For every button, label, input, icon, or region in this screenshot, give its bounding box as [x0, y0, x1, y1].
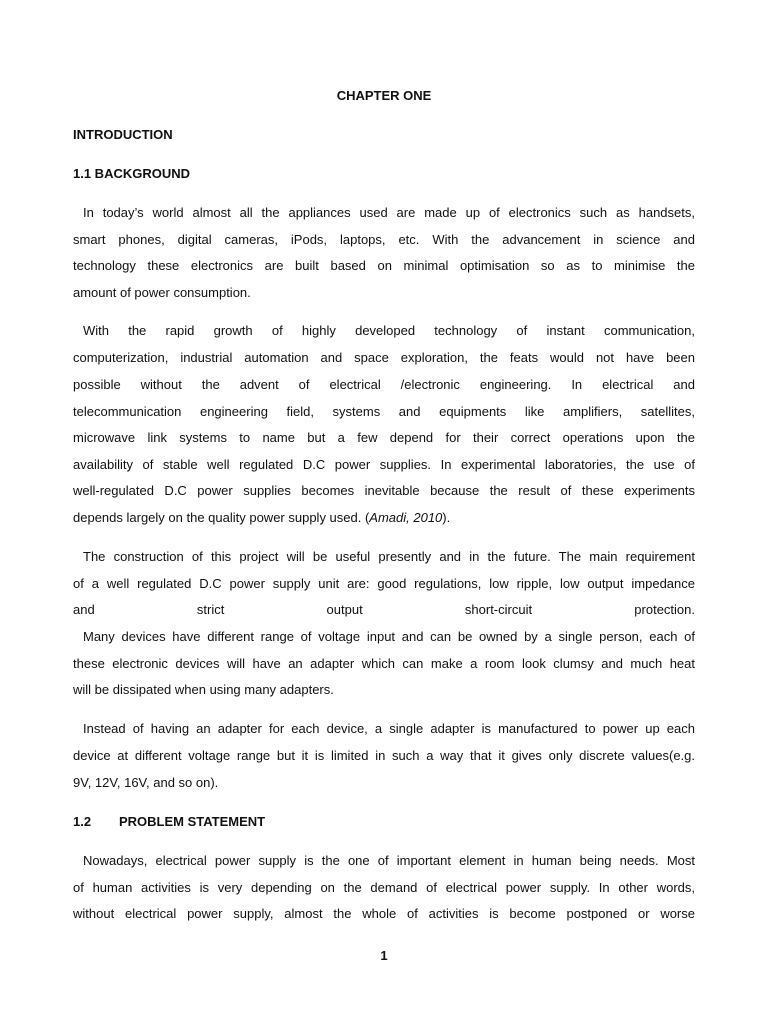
paragraph-line: microwave link systems to name but a few depend for their correct operations upon the: [73, 430, 695, 445]
problem-statement-heading: [73, 814, 695, 830]
paragraph-line: The construction of this project will be useful presently and in the future. The main requirement: [83, 549, 695, 564]
paragraph-line: these electronic devices will have an adapter which can make a room look clumsy and much heat: [73, 656, 695, 671]
section-number: 1.2: [73, 814, 92, 829]
paragraph-line: device at different voltage range but it is limited in such a way that it gives only discrete values(e.g.: [73, 748, 695, 763]
paragraph-line: technology these electronics are built based on minimal optimisation so as to minimise the: [73, 258, 695, 273]
paragraph-line: With the rapid growth of highly developed technology of instant communication,: [83, 323, 695, 338]
paragraph-line: of human activities is very depending on the demand of electrical power supply. In other words,: [73, 880, 695, 895]
paragraph-line: Instead of having an adapter for each device, a single adapter is manufactured to power up each: [83, 721, 695, 736]
section-title: PROBLEM STATEMENT: [119, 814, 266, 829]
background-heading: 1.1 BACKGROUND: [73, 166, 191, 181]
paragraph-line: availability of stable well regulated D.C power supplies. In experimental laboratories, the use of: [73, 457, 695, 472]
paragraph-line: possible without the advent of electrical /electronic engineering. In electrical and: [73, 377, 695, 392]
paragraph-line: Nowadays, electrical power supply is the one of important element in human being needs. Most: [83, 853, 695, 868]
page-number: 1: [380, 948, 388, 963]
paragraph-line: 9V, 12V, 16V, and so on).: [73, 775, 219, 790]
paragraph-line-with-citation: [73, 510, 695, 526]
paragraph-text: ).: [442, 510, 451, 525]
paragraph-text: depends largely on the quality power supply used. (: [73, 510, 370, 525]
paragraph-line: and strict output short-circuit protection.: [73, 602, 695, 617]
paragraph-line: Many devices have different range of voltage input and can be owned by a single person, each of: [83, 629, 695, 644]
paragraph-line: smart phones, digital cameras, iPods, laptops, etc. With the advancement in science and: [73, 232, 695, 247]
paragraph-line: telecommunication engineering field, systems and equipments like amplifiers, satellites,: [73, 404, 695, 419]
paragraph-line: In today’s world almost all the appliances used are made up of electronics such as handsets,: [83, 205, 695, 220]
citation: Amadi, 2010: [369, 510, 443, 525]
paragraph-line: computerization, industrial automation and space exploration, the feats would not have been: [73, 350, 695, 365]
paragraph-line: will be dissipated when using many adapters.: [73, 682, 334, 697]
chapter-title: CHAPTER ONE: [336, 88, 432, 103]
paragraph-line: without electrical power supply, almost the whole of activities is become postponed or worse: [73, 906, 695, 921]
paragraph-line: of a well regulated D.C power supply unit are: good regulations, low ripple, low output impedance: [73, 576, 695, 591]
introduction-heading: INTRODUCTION: [73, 127, 173, 142]
paragraph-line: amount of power consumption.: [73, 285, 251, 300]
paragraph-line: well-regulated D.C power supplies becomes inevitable because the result of these experiments: [73, 483, 695, 498]
